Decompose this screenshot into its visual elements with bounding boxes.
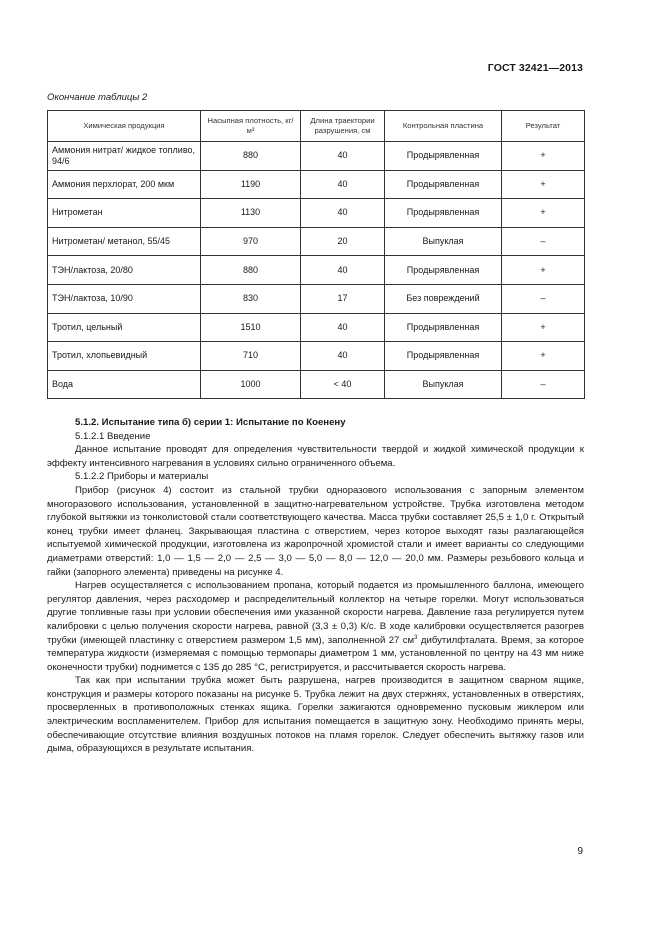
table-cell: –: [502, 227, 585, 256]
column-header: Химическая продукция: [48, 111, 201, 142]
table-cell: 1510: [201, 313, 301, 342]
table-cell: Тротил, хлопьевидный: [48, 342, 201, 371]
table-cell: Аммония нитрат/ жидкое топливо, 94/6: [48, 142, 201, 171]
section-heading: 5.1.2. Испытание типа б) серии 1: Испытание по Коенену: [75, 417, 346, 428]
table-cell: +: [502, 170, 585, 199]
table-row: [48, 170, 585, 199]
table-cell: +: [502, 142, 585, 171]
table-cell: +: [502, 342, 585, 371]
table-row: [48, 370, 585, 399]
table-cell: 40: [301, 142, 385, 171]
subsection-heading: 5.1.2.1 Введение: [75, 430, 151, 442]
column-header: Длина траектории разрушения, см: [301, 111, 385, 142]
table-cell: Выпуклая: [385, 370, 502, 399]
table-cell: 710: [201, 342, 301, 371]
table-cell: Продырявленная: [385, 199, 502, 228]
paragraph: Так как при испытании трубка может быть разрушена, нагрев производится в защитном сварном ящике, конструкция и размеры которого показаны на рисунке 5. Трубка лежит на двух стержнях, установленных в отверстиях, просверленных в противоположных стенках ящика. Горелки зажигаются одновременно пусковым жиклером или электрическим воспламенителем. Прибор для испытания помещается в защитную зону. Необходимо принять меры, обеспечивающие отсутствие влияния воздушных потоков на пламя горелок. Следует обеспечить вытяжку газов или дыма, образующихся в результате испытания.: [47, 675, 584, 755]
table-cell: 1190: [201, 170, 301, 199]
table-cell: –: [502, 370, 585, 399]
document-code: ГОСТ 32421—2013: [487, 62, 583, 74]
table-cell: 1130: [201, 199, 301, 228]
table-cell: Продырявленная: [385, 170, 502, 199]
table-row: [48, 284, 585, 313]
table-cell: Аммония перхлорат, 200 мкм: [48, 170, 201, 199]
table-cell: Вода: [48, 370, 201, 399]
table-cell: +: [502, 199, 585, 228]
table-caption: Окончание таблицы 2: [47, 92, 148, 103]
superscript: 3: [414, 634, 418, 641]
table-cell: Продырявленная: [385, 342, 502, 371]
table-cell: +: [502, 256, 585, 285]
table-row: [48, 199, 585, 228]
paragraph-part: Нагрев осуществляется с использованием пропана, который подается из промышленного баллона, имеющего регулятор давления, через расходомер и распределительный коллектор на четыре горелки. Могут использоваться другие топливные газы при условии обеспечения ими указанной скорости нагрева. Давление газа регулируется путем калибровки с целью получения скорости нагрева, равной (3,3 ± 0,3) К/с. В ходе калибровки осуществляется разогрев трубки (имеющей пластинку с отверстием размером 1,5 мм), заполненной 27 см: [47, 580, 584, 646]
column-header: Контрольная пластина: [385, 111, 502, 142]
subsection-heading: 5.1.2.2 Приборы и материалы: [75, 471, 209, 483]
results-table: [47, 110, 585, 399]
table-cell: 17: [301, 284, 385, 313]
table-row: [48, 313, 585, 342]
table-row: [48, 256, 585, 285]
table-cell: Продырявленная: [385, 142, 502, 171]
column-header: Насыпная плотность, кг/м³: [201, 111, 301, 142]
table-cell: 970: [201, 227, 301, 256]
column-header: Результат: [502, 111, 585, 142]
table-cell: 40: [301, 313, 385, 342]
table-row: [48, 142, 585, 171]
table-cell: Тротил, цельный: [48, 313, 201, 342]
page-number: 9: [577, 846, 583, 857]
table-cell: +: [502, 313, 585, 342]
paragraph: Данное испытание проводят для определения чувствительности твердой и жидкой химической продукции к эффекту интенсивного нагревания в условиях сильно ограниченного объема.: [47, 444, 584, 469]
table-cell: Выпуклая: [385, 227, 502, 256]
body-text: [47, 416, 584, 756]
table-cell: Нитрометан/ метанол, 55/45: [48, 227, 201, 256]
table-cell: 830: [201, 284, 301, 313]
table-cell: 40: [301, 342, 385, 371]
table-cell: Продырявленная: [385, 256, 502, 285]
paragraph: Прибор (рисунок 4) состоит из стальной трубки одноразового использования с запорным элементом многоразового использования, установленной в защитно-нагревательном устройстве. Трубка изготовлена методом глубокой вытяжки из тонколистовой стали соответствующего качества. Масса трубки составляет 25,5 ± 1,0 г. Открытый конец трубки имеет фланец. Закрывающая пластина с отверстием, через которое выходят газы разлагающейся испытуемой химической продукции, изготовлена из жаропрочной хромистой стали и имеет варианты со следующими диаметрами отверстий: 1,0 — 1,5 — 2,0 — 2,5 — 3,0 — 5,0 — 8,0 — 12,0 — 20,0 мм. Размеры резьбового кольца и гайки (запорного элемента) приведены на рисунке 4.: [47, 484, 584, 578]
table-cell: < 40: [301, 370, 385, 399]
table-cell: 1000: [201, 370, 301, 399]
table-cell: 880: [201, 256, 301, 285]
table-row: [48, 227, 585, 256]
paragraph-part: дибутилфталата. Время, за которое температура жидкости (измеряемая с помощью термопары диаметром 1 мм, установленной по центру на 43 мм ниже оконечности трубки) поднимется с 135 до 285 °С, регистрируется, и рассчитывается скорость нагрева.: [47, 634, 584, 673]
table-cell: –: [502, 284, 585, 313]
table-cell: 40: [301, 170, 385, 199]
table-cell: Продырявленная: [385, 313, 502, 342]
table-cell: 20: [301, 227, 385, 256]
table-cell: Без повреждений: [385, 284, 502, 313]
table-cell: ТЭН/лактоза, 20/80: [48, 256, 201, 285]
table-header-row: [48, 111, 585, 142]
table-cell: Нитрометан: [48, 199, 201, 228]
table-cell: 40: [301, 199, 385, 228]
table-cell: ТЭН/лактоза, 10/90: [48, 284, 201, 313]
table-cell: 40: [301, 256, 385, 285]
paragraph: [47, 579, 584, 674]
table-cell: 880: [201, 142, 301, 171]
table-row: [48, 342, 585, 371]
